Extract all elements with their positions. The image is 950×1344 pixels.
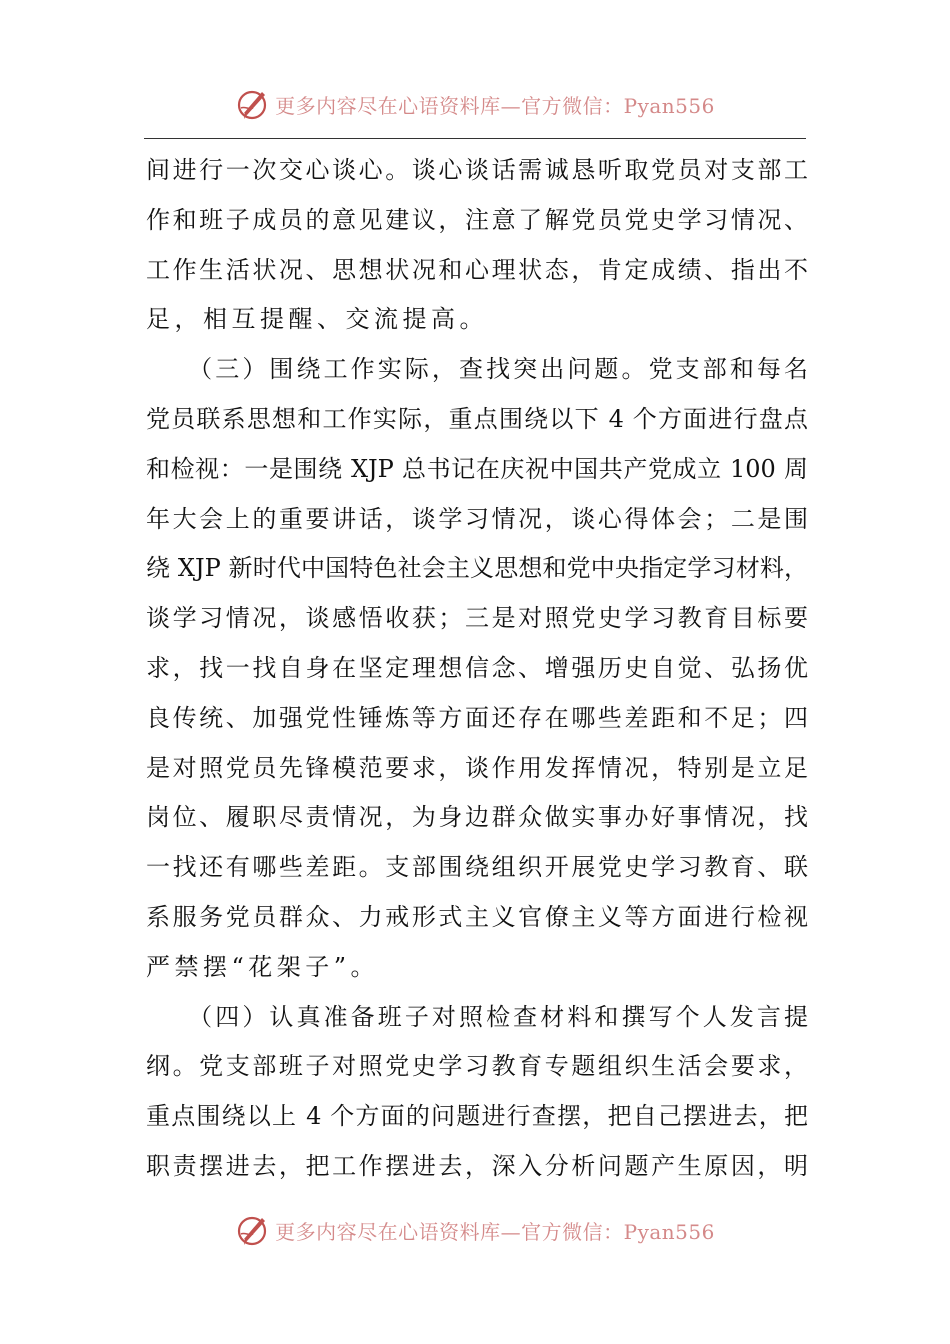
- text-line: 职责摆进去，把工作摆进去，深入分析问题产生原因，明: [146, 1151, 808, 1180]
- text-line: 岗位、履职尽责情况，为身边群众做实事办好事情况，找: [146, 803, 808, 832]
- text-line: 作和班子成员的意见建议，注意了解党员党史学习情况、: [146, 205, 808, 234]
- text-line: 绕 XJP 新时代中国特色社会主义思想和党中央指定学习材料，: [146, 554, 808, 583]
- section-three-heading-line: （三）围绕工作实际，查找突出问题。党支部和每名: [146, 355, 808, 384]
- text-line: 一找还有哪些差距。支部围绕组织开展党史学习教育、联: [146, 853, 808, 882]
- text-line: 纲。党支部班子对照党史学习教育专题组织生活会要求，: [146, 1052, 808, 1081]
- header-watermark-banner: [0, 82, 950, 126]
- document-body: [146, 146, 808, 1192]
- header-watermark-text: 更多内容尽在心语资料库—官方微信：Pyan556: [275, 93, 715, 118]
- text-line: 和检视：一是围绕 XJP 总书记在庆祝中国共产党成立 100 周: [146, 454, 808, 483]
- text-line: 求，找一找自身在坚定理想信念、增强历史自觉、弘扬优: [146, 653, 808, 682]
- quill-pen-logo-icon: [235, 1212, 271, 1248]
- header-divider: [144, 138, 806, 139]
- text-line: 系服务党员群众、力戒形式主义官僚主义等方面进行检视: [146, 902, 808, 931]
- text-line: 足，相互提醒、交流提高。: [146, 305, 488, 334]
- text-line: 间进行一次交心谈心。谈心谈话需诚恳听取党员对支部工: [146, 156, 808, 184]
- text-line: 谈学习情况，谈感悟收获；三是对照党史学习教育目标要: [146, 604, 808, 633]
- section-four-heading-line: （四）认真准备班子对照检查材料和撰写个人发言提: [146, 1002, 808, 1031]
- quill-pen-logo-icon: [235, 86, 271, 122]
- footer-watermark-banner: [0, 1208, 950, 1252]
- text-line: 年大会上的重要讲话，谈学习情况，谈心得体会；二是围: [146, 504, 808, 533]
- footer-watermark-text: 更多内容尽在心语资料库—官方微信：Pyan556: [275, 1219, 715, 1244]
- text-line: 重点围绕以上 4 个方面的问题进行查摆，把自己摆进去，把: [146, 1102, 808, 1131]
- text-line: 工作生活状况、思想状况和心理状态，肯定成绩、指出不: [146, 255, 808, 284]
- text-line: 良传统、加强党性锤炼等方面还存在哪些差距和不足；四: [146, 703, 808, 732]
- text-line: 党员联系思想和工作实际，重点围绕以下 4 个方面进行盘点: [146, 404, 808, 433]
- text-line: 是对照党员先锋模范要求，谈作用发挥情况，特别是立足: [146, 753, 808, 782]
- text-line: 严禁摆“花架子”。: [146, 952, 380, 981]
